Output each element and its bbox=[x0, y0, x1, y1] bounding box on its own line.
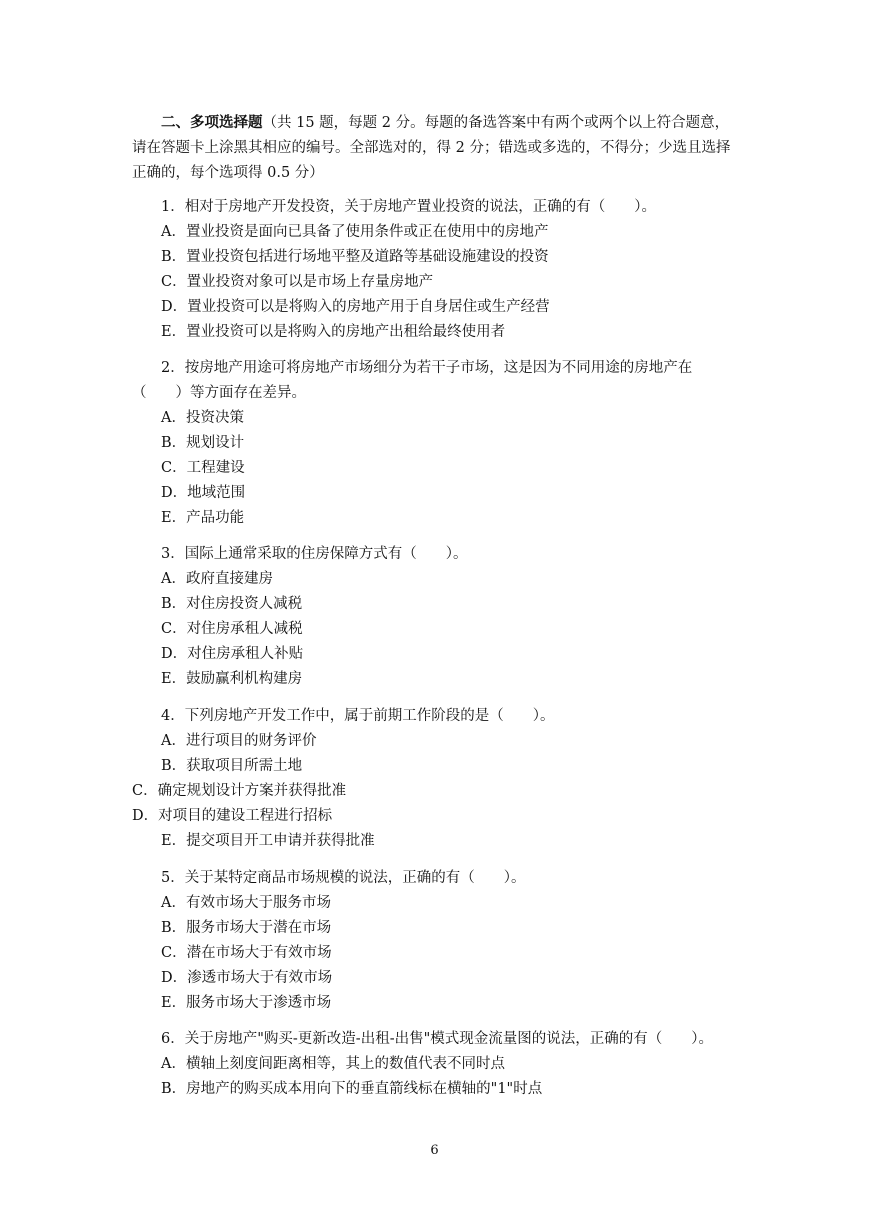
question-stem: 3．国际上通常采取的住房保障方式有（ ）。 bbox=[161, 546, 468, 562]
question-stem: 1．相对于房地产开发投资，关于房地产置业投资的说法，正确的有（ ）。 bbox=[161, 199, 656, 215]
question-5 bbox=[132, 866, 742, 1016]
question-2 bbox=[132, 356, 742, 531]
option-d: D．地域范围 bbox=[161, 485, 246, 501]
option-d: D．置业投资可以是将购入的房地产用于自身居住或生产经营 bbox=[161, 299, 550, 315]
question-4 bbox=[132, 704, 742, 854]
option-a: A．置业投资是面向已具备了使用条件或正在使用中的房地产 bbox=[161, 224, 549, 240]
option-e: E．提交项目开工申请并获得批准 bbox=[161, 833, 375, 849]
option-e: E．置业投资可以是将购入的房地产出租给最终使用者 bbox=[161, 324, 506, 340]
option-a: A．横轴上刻度间距离相等，其上的数值代表不同时点 bbox=[161, 1056, 505, 1072]
option-e: E．鼓励赢利机构建房 bbox=[161, 671, 303, 687]
option-a: A．政府直接建房 bbox=[161, 571, 273, 587]
option-b: B．对住房投资人减税 bbox=[161, 596, 303, 612]
option-e: E．产品功能 bbox=[161, 510, 245, 526]
option-c: C．置业投资对象可以是市场上存量房地产 bbox=[161, 274, 434, 290]
option-c: C．确定规划设计方案并获得批准 bbox=[132, 783, 347, 799]
option-a: A．有效市场大于服务市场 bbox=[161, 895, 331, 911]
section-intro bbox=[132, 110, 742, 186]
option-d: D．渗透市场大于有效市场 bbox=[161, 970, 333, 986]
option-d: D．对住房承租人补贴 bbox=[161, 646, 304, 662]
page-number: 6 bbox=[430, 1143, 439, 1158]
question-stem: 5．关于某特定商品市场规模的说法，正确的有（ ）。 bbox=[161, 870, 526, 886]
option-a: A．进行项目的财务评价 bbox=[161, 733, 317, 749]
option-b: B．获取项目所需土地 bbox=[161, 758, 303, 774]
question-6 bbox=[132, 1027, 742, 1102]
option-c: C．潜在市场大于有效市场 bbox=[161, 945, 332, 961]
option-b: B．置业投资包括进行场地平整及道路等基础设施建设的投资 bbox=[161, 249, 549, 265]
option-b: B．房地产的购买成本用向下的垂直箭线标在横轴的"1"时点 bbox=[161, 1081, 543, 1097]
option-c: C．对住房承租人减税 bbox=[161, 621, 303, 637]
question-stem: 2．按房地产用途可将房地产市场细分为若干子市场，这是因为不同用途的房地产在（ ）等方面存在差异。 bbox=[132, 360, 693, 401]
option-d: D．对项目的建设工程进行招标 bbox=[132, 808, 333, 824]
option-e: E．服务市场大于渗透市场 bbox=[161, 995, 332, 1011]
option-b: B．规划设计 bbox=[161, 435, 245, 451]
question-stem: 6．关于房地产"购买-更新改造-出租-出售"模式现金流量图的说法，正确的有（ ）。 bbox=[161, 1031, 714, 1047]
section-instructions: （共 15 题，每题 2 分。每题的备选答案中有两个或两个以上符合题意，请在答题卡上涂黑其相应的编号。全部选对的，得 2 分；错选或多选的，不得分；少选且选择正确的，每个选项得 0.5 分） bbox=[132, 115, 731, 181]
option-b: B．服务市场大于潜在市场 bbox=[161, 920, 332, 936]
question-1 bbox=[132, 195, 742, 345]
section-heading: 二、多项选择题 bbox=[161, 114, 263, 131]
question-stem: 4．下列房地产开发工作中，属于前期工作阶段的是（ ）。 bbox=[161, 708, 555, 724]
option-a: A．投资决策 bbox=[161, 410, 244, 426]
option-c: C．工程建设 bbox=[161, 460, 245, 476]
question-3 bbox=[132, 542, 742, 692]
